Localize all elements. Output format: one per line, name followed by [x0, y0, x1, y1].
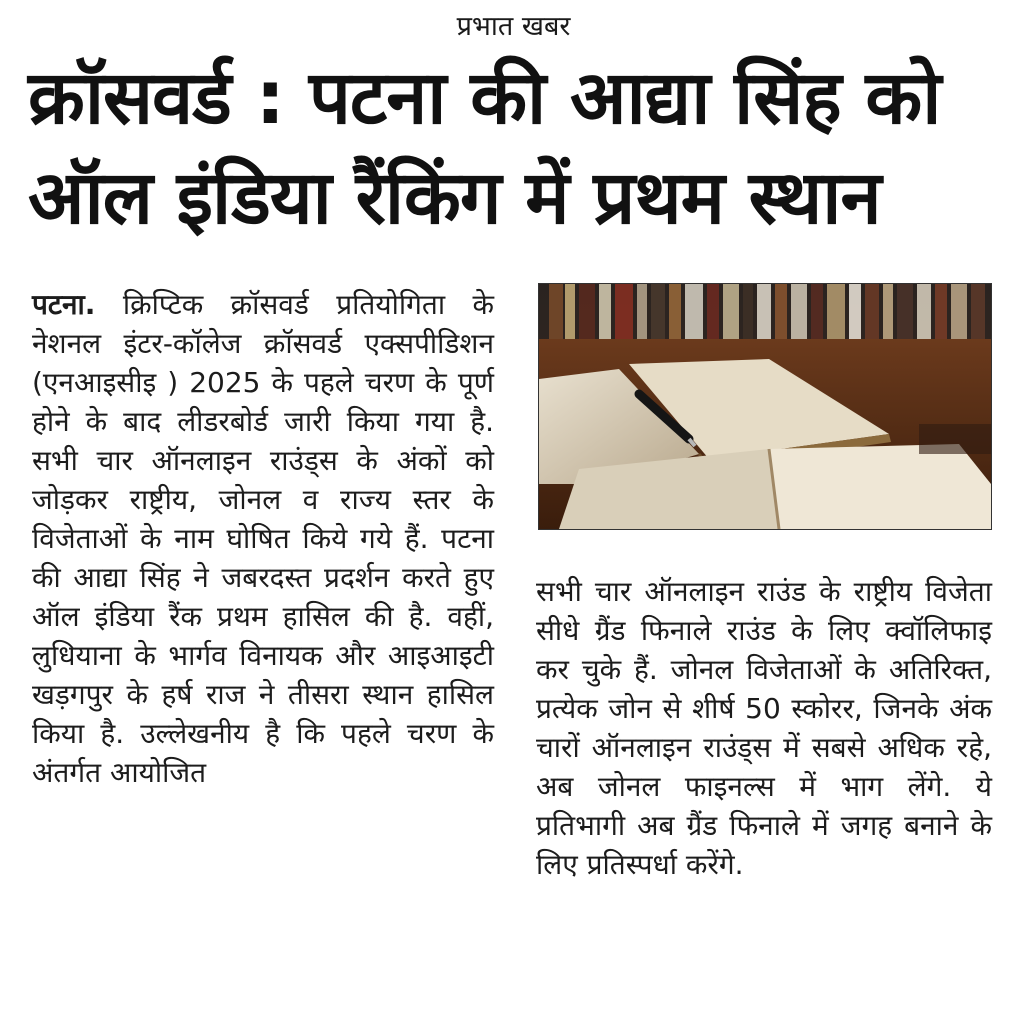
headline-line-2: ऑल इंडिया रैंकिंग में प्रथम स्थान [28, 155, 881, 241]
article-photo [538, 283, 992, 530]
headline [28, 48, 1008, 248]
article-column-right [536, 572, 992, 884]
headline-line-1: क्रॉसवर्ड : पटना की आद्या सिंह को [28, 55, 941, 141]
open-book-photo [539, 284, 991, 529]
dateline: पटना. [32, 288, 96, 321]
masthead: प्रभात खबर [456, 11, 571, 42]
article-body-right: सभी चार ऑनलाइन राउंड के राष्ट्रीय विजेता सीधे ग्रैंड फिनाले राउंड के लिए क्वॉलिफाइ कर चुके हैं. जोनल विजेताओं के अतिरिक्त, प्रत्येक जोन से शीर्ष 50 स्कोरर, जिनके अंक चारों ऑनलाइन राउंड्स में सबसे अधिक रहे, अब जोनल फाइनल्स में भाग लेंगे. ये प्रतिभागी अब ग्रैंड फिनाले में जगह बनाने के लिए प्रतिस्पर्धा करेंगे. [536, 575, 992, 881]
article-body-left: क्रिप्टिक क्रॉसवर्ड प्रतियोगिता के नेशनल इंटर-कॉलेज क्रॉसवर्ड एक्सपीडिशन (एनआइसीइ ) 2025 के पहले चरण के पूर्ण होने के बाद लीडरबोर्ड जारी किया गया है. सभी चार ऑनलाइन राउंड्स के अंकों को जोड़कर राष्ट्रीय, जोनल व राज्य स्तर के विजेताओं के नाम घोषित किये गये हैं. पटना की आद्या सिंह ने जबरदस्त प्रदर्शन करते हुए ऑल इंडिया रैंक प्रथम हासिल की है. वहीं, लुधियाना के भार्गव विनायक और आइआइटी खड़गपुर के हर्ष राज ने तीसरा स्थान हासिल किया है. उल्लेखनीय है कि पहले चरण के अंतर्गत आयोजित [32, 288, 494, 789]
article-column-left [32, 285, 494, 792]
